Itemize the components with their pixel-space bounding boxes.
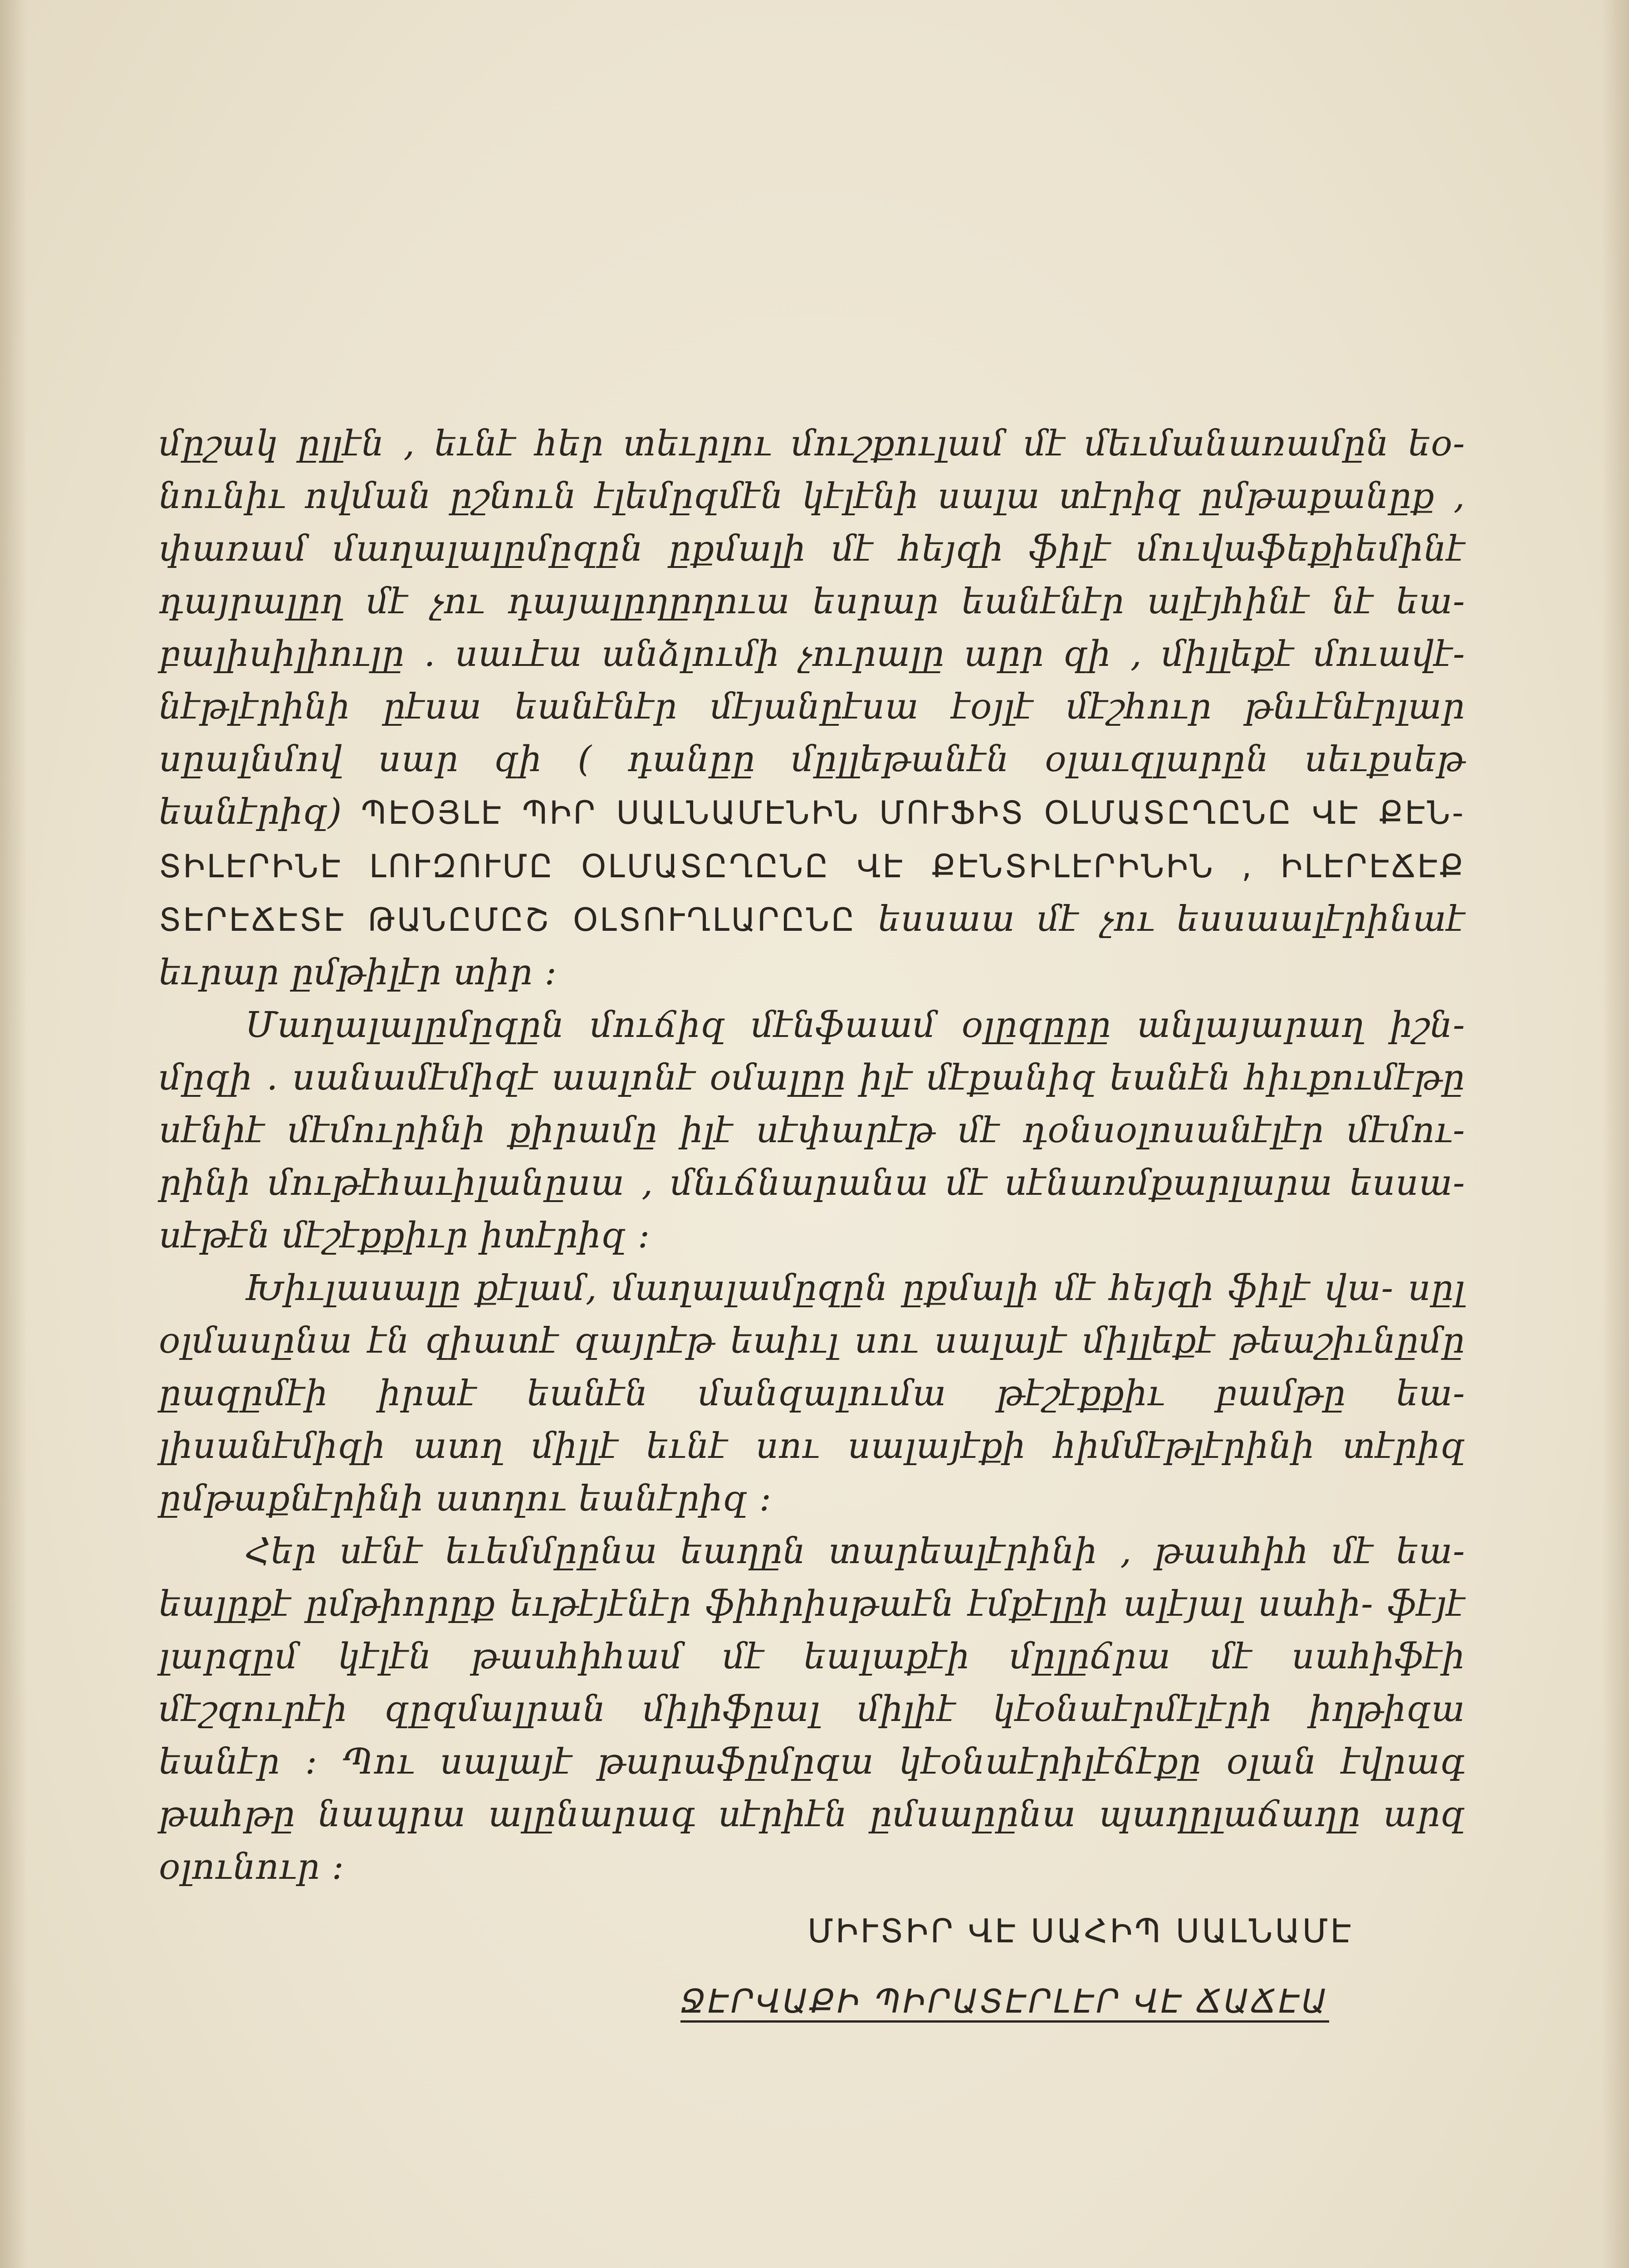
paragraph-1-end: եսսաա մէ չու եսսաալէրինաէ եւրար ըմթիլէր տիր ։: [159, 899, 1466, 993]
paragraph-3: Խիւլասալը քէլամ, մաղալամըզըն ըքմալի մէ հեյզի ֆիլէ վա- սըլ օլմասընա էն զիատէ զայրէթ եաիւլ սու սալայէ միլլեքէ թեաշիւնըմը ըազըմէի իրաէ եանէն մանզալումա թէշէքքիւ բամթը եա- լիսանէմիզի ատղ միլլէ եւնէ սու սալայէքի հիմմէթլէրինի տէրիզ ըմթաքնէրինի ատղու եանէրիզ ։: [159, 1268, 1465, 1519]
signature-names: [680, 1982, 1329, 2020]
body-text: [159, 417, 1465, 1893]
right-edge-shading: [1602, 0, 1629, 2268]
paragraph-1-caps: ՊԷՕՅԼԷ ՊԻՐ ՍԱԼՆԱՄԷՆԻՆ ՄՈՒՖԻՏ ՕԼՄԱՏԸՂԸՆԸ ՎԷ ՔԷՆ- ՏԻԼԷՐԻՆԷ ԼՈՒԶՈՒՄԸ ՕԼՄԱՏԸՂԸՆԸ ՎԷ ՔԷՆՏԻԼԷՐԻՆԻՆ , ԻԼԷՐԷՃԷՔ ՏԷՐԷՃԷՏԷ ԹԱՆԸՄԸՇ ՕԼՏՈՒՂԼԱՐԸՆԸ: [159, 794, 1465, 938]
paragraph-1-text: մըշակ ըլլէն , եւնէ հեր տեւրլու մուշքուլամ մէ մեւմանառամըն եօ- նունիւ ովման ըշնուն էլեմըզմէն կէլէնի սալա տէրիզ ըմթաքանըք , փառամ մաղալալըմըզըն ըքմալի մէ հեյզի ֆիլէ մուվաֆեքիեմինէ դայրալըղ մէ չու դայալըղըղուա եսրար եանէնէր ալէյհինէ նէ եա- բալիսիլիուլը . սաւէա անձլումի չուրալը աըր զի , միլլեքէ մուավէ- նէթլէրինի ըէսա եանէնէր մէյանըէսա էօյլէ մէշհուր թնւէնէրլար սըալնմով սար զի ( դանըը մըլլեթանէն օլաւզլարըն սեւքսեթ եանէրիզ): [159, 423, 1465, 832]
paragraph-4: Հեր սէնէ եւեմմըընա եաղըն տարեալէրինի , թասհիհ մէ եա- եալըքէ ըմթիորըք եւթէյէնէր ֆիհրիսթաէն էմքէլըի ալէյալ սահի- ֆէյէ լարզըմ կէլէն թասհիհամ մէ եալաքէի մըլըճրա մէ սահիֆէի մէշզուրէի զըզմալրան միլիֆըալ միլիէ կէօնաէրմէլէրի իղթիզա եանէր ։ Պու սալայէ թարաֆըմըզա կէօնաէրիլէճէքը օլան էվրագ թահթը նապրա ալընարագ սէրիէն ըմսաըընա պաղըլաճաղը արզ օլունուր ։: [159, 1531, 1465, 1887]
signature-names-text: ՋԷՐՎԱՔԻ ՊԻՐԱՏԷՐԼԷՐ ՎԷ ՃԱՃԷԱ: [680, 1982, 1329, 2023]
paragraph-2: Մաղալալըմըզըն մուճիզ մէնֆաամ օլըզըըը անլայարաղ իշն- մըզի . սանամէմիզէ աալոնէ օմալըը իլէ մէքանիզ եանէն հիւքումէթը սէնիէ մէմուրինի քիրամը իլէ սէփարէթ մէ դօնսօլոսանէլէր մէմու- րինի մութէհաւիլանըսա , մնւճնարանա մէ սէնառմքարլարա եսսա- սէթէն մէշէքքիւր իտէրիզ ։: [159, 1005, 1465, 1256]
left-edge-shading: [0, 0, 27, 2268]
signature-title: ՄԻՒՏԻՐ ՎԷ ՍԱՀԻՊ ՍԱԼՆԱՄԷ: [807, 1912, 1354, 1950]
paragraph-1: [159, 417, 1465, 999]
